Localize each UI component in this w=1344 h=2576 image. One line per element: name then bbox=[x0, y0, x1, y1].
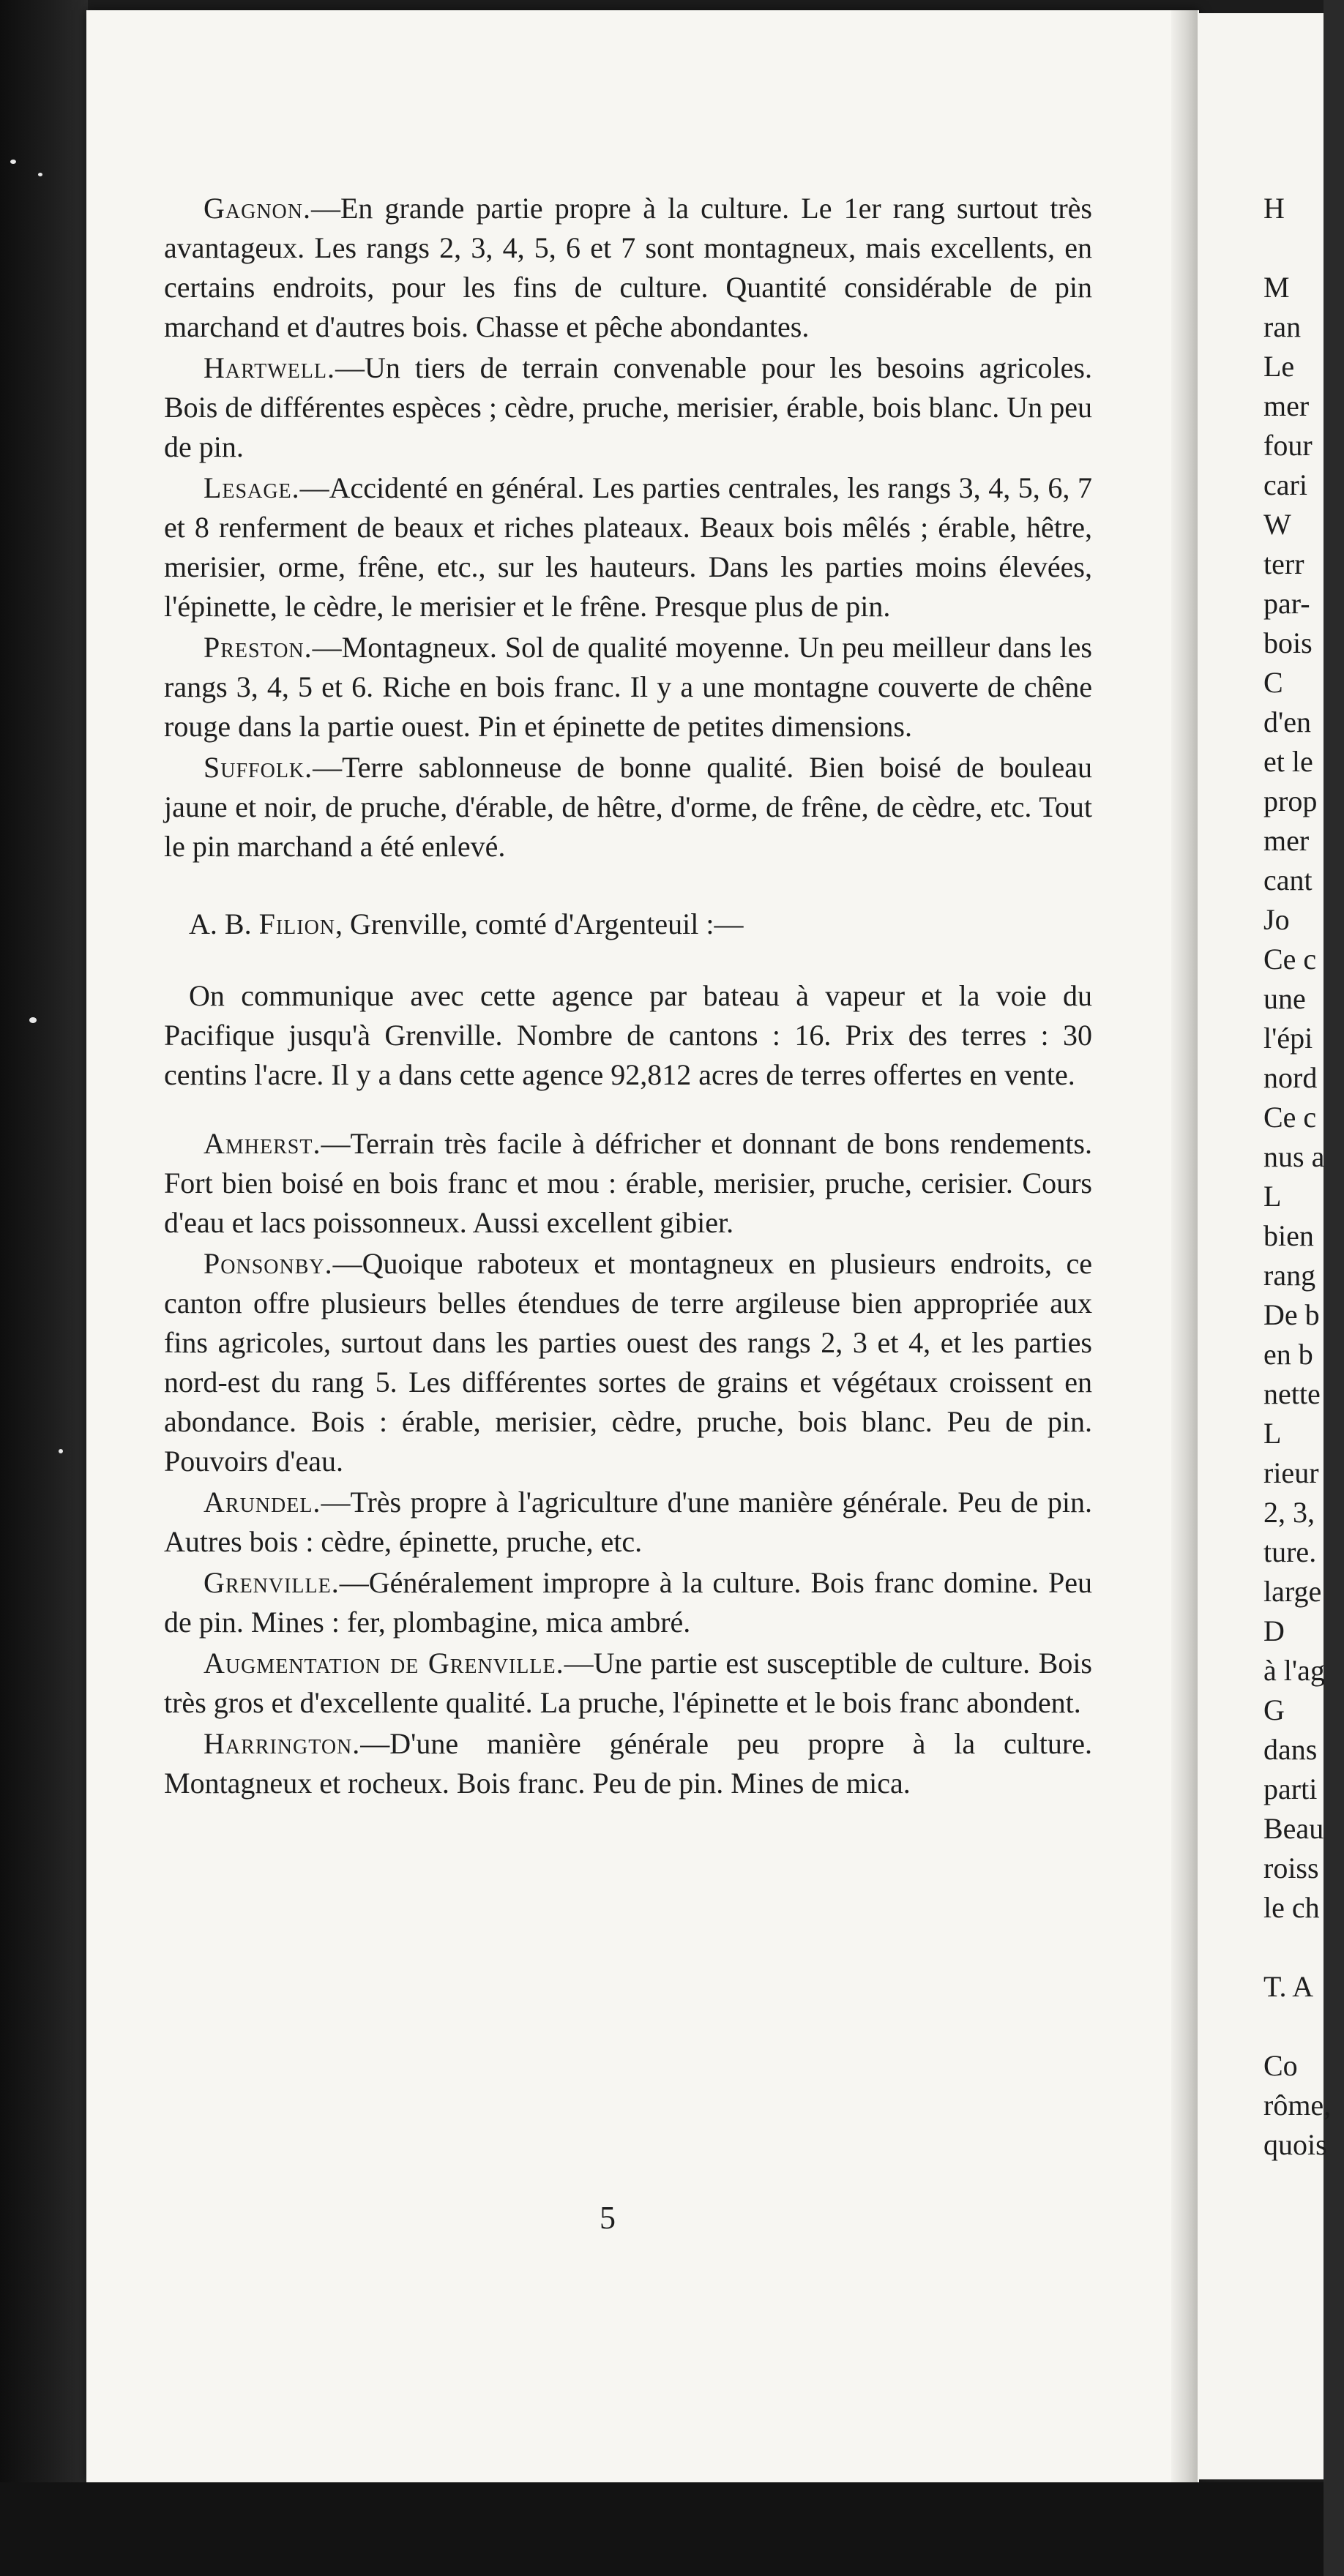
agency-intro: On communique avec cette agence par bateau à vapeur et la voie du Pacifique jusqu'à Grenville. Nombre de cantons : 16. Prix des terres : 30 centins l'acre. Il y a dans cette agence 92,812 acres de terres offertes en vente. bbox=[164, 979, 1092, 1091]
right-page-fragment: bois bbox=[1263, 626, 1313, 659]
right-page-fragment: mer bbox=[1263, 824, 1310, 857]
right-page-fragment: Ce c bbox=[1263, 1101, 1317, 1134]
agent-location: , Grenville, comté d'Argenteuil :— bbox=[335, 907, 744, 940]
right-page-fragment: le ch bbox=[1263, 1891, 1320, 1924]
township-name: Amherst. bbox=[204, 1127, 321, 1160]
township-name: Gagnon. bbox=[204, 192, 311, 225]
township-description: —Accidenté en général. Les parties centrales, les rangs 3, 4, 5, 6, 7 et 8 renferment de beaux et riches plateaux. Beaux bois mêlés ; érable, hêtre, merisier, orme, frêne, etc., sur les hauteurs. Dans les parties moins élevées, l'épinette, le cèdre, le merisier et le frêne. Presque plus de pin. bbox=[164, 471, 1092, 623]
township-description: —Généralement impropre à la culture. Bois franc domine. Peu de pin. Mines : fer, plombagine, mica ambré. bbox=[164, 1566, 1092, 1639]
right-page-fragment: large bbox=[1263, 1575, 1322, 1608]
township-name: Harrington. bbox=[204, 1727, 361, 1760]
right-page-fragment: De b bbox=[1263, 1298, 1320, 1331]
agent-initials: A. B. bbox=[189, 907, 252, 940]
right-page-fragment: ran bbox=[1263, 310, 1302, 343]
township-entry bbox=[164, 1244, 1092, 1481]
scan-bottom-edge bbox=[0, 2482, 1324, 2576]
right-page-fragment: nette bbox=[1263, 1377, 1321, 1410]
right-page-fragment: ture. bbox=[1263, 1535, 1317, 1568]
right-page-text-fragments bbox=[1263, 189, 1344, 2165]
right-page-fragment: Le bbox=[1263, 350, 1295, 383]
right-page-fragment: G bbox=[1263, 1693, 1285, 1726]
right-page-fragment: L bbox=[1263, 1180, 1282, 1213]
township-description: —Terre sablonneuse de bonne qualité. Bien boisé de bouleau jaune et noir, de pruche, d'érable, de hêtre, d'orme, de frêne, de cèdre, etc. Tout le pin marchand a été enlevé. bbox=[164, 751, 1092, 863]
right-page-fragment bbox=[1263, 2007, 1344, 2046]
right-page-fragment: dans bbox=[1263, 1733, 1318, 1766]
township-name: Arundel. bbox=[204, 1486, 321, 1519]
right-page-fragment: à l'ag bbox=[1263, 1654, 1325, 1687]
right-page-fragment: nord bbox=[1263, 1061, 1318, 1094]
right-page-fragment: 2, 3, bbox=[1263, 1496, 1315, 1529]
township-entry bbox=[164, 748, 1092, 866]
township-entry bbox=[164, 468, 1092, 626]
right-page-fragment: nus a bbox=[1263, 1140, 1325, 1173]
township-name: Grenville. bbox=[204, 1566, 340, 1599]
right-page-fragment: cari bbox=[1263, 468, 1307, 501]
right-page-fragment: terr bbox=[1263, 547, 1304, 580]
township-name: Suffolk. bbox=[204, 751, 313, 784]
right-page-fragment: M bbox=[1263, 271, 1290, 304]
right-page-fragment: Co bbox=[1263, 2049, 1298, 2082]
scan-speck bbox=[29, 1017, 37, 1023]
right-page-fragment: T. A bbox=[1263, 1970, 1314, 2003]
township-entry bbox=[164, 628, 1092, 746]
book-gutter bbox=[1171, 10, 1198, 2482]
right-page-fragment: Beau bbox=[1263, 1812, 1324, 1845]
scan-left-margin bbox=[0, 0, 88, 2576]
right-page-fragment: Ce c bbox=[1263, 943, 1317, 976]
right-page-fragment: parti bbox=[1263, 1772, 1318, 1805]
main-text-column bbox=[164, 189, 1092, 1803]
township-name: Augmentation de Grenville. bbox=[204, 1647, 564, 1680]
scan-speck bbox=[10, 160, 16, 164]
township-description: —En grande partie propre à la culture. Le 1er rang surtout très avantageux. Les rangs 2, 3, 4, 5, 6 et 7 sont montagneux, mais excellents, en certains endroits, pour les fins de culture. Quantité considérable de pin marchand et d'autres bois. Chasse et pêche abondantes. bbox=[164, 192, 1092, 343]
township-name: Lesage. bbox=[204, 471, 300, 504]
agent-heading bbox=[164, 905, 1092, 944]
township-entry bbox=[164, 1644, 1092, 1723]
right-page-fragment bbox=[1263, 228, 1344, 268]
right-page-fragment: four bbox=[1263, 429, 1313, 462]
right-page-fragment: Jo bbox=[1263, 903, 1290, 936]
township-list-part2 bbox=[164, 1124, 1092, 1803]
right-page-fragment: rieur bbox=[1263, 1456, 1319, 1489]
township-list-part1 bbox=[164, 189, 1092, 866]
township-description: —Une partie est susceptible de culture. Bois très gros et d'excellente qualité. La pruche, l'épinette et le bois franc abondent. bbox=[164, 1647, 1092, 1719]
township-description: —Très propre à l'agriculture d'une manière générale. Peu de pin. Autres bois : cèdre, épinette, pruche, etc. bbox=[164, 1486, 1092, 1558]
right-page-fragment: cant bbox=[1263, 864, 1313, 896]
right-page-fragment: l'épi bbox=[1263, 1022, 1313, 1055]
right-page-fragment: L bbox=[1263, 1417, 1282, 1450]
scan-speck bbox=[59, 1449, 63, 1453]
township-description: —D'une manière générale peu propre à la culture. Montagneux et rocheux. Bois franc. Peu de pin. Mines de mica. bbox=[164, 1727, 1092, 1800]
right-page-fragment: par- bbox=[1263, 587, 1310, 620]
township-entry bbox=[164, 1124, 1092, 1243]
township-entry bbox=[164, 1724, 1092, 1803]
scan-speck bbox=[38, 173, 42, 176]
right-page-fragment: d'en bbox=[1263, 705, 1311, 738]
right-page-fragment: et le bbox=[1263, 745, 1313, 778]
right-page-fragment: W bbox=[1263, 508, 1291, 541]
right-page-fragment: roiss bbox=[1263, 1852, 1319, 1884]
right-page-fragment: une bbox=[1263, 982, 1306, 1015]
right-page-fragment: mer bbox=[1263, 389, 1310, 422]
agent-name: Filion bbox=[258, 907, 336, 940]
township-entry bbox=[164, 189, 1092, 347]
right-page-fragment: C bbox=[1263, 666, 1283, 699]
right-page-fragment: rang bbox=[1263, 1259, 1316, 1292]
township-entry bbox=[164, 348, 1092, 467]
right-page-fragment: bien bbox=[1263, 1219, 1314, 1252]
township-description: —Terrain très facile à défricher et donnant de bons rendements. Fort bien boisé en bois franc et mou : érable, merisier, pruche, cerisier. Cours d'eau et lacs poissonneux. Aussi excellent gibier. bbox=[164, 1127, 1092, 1239]
township-description: —Montagneux. Sol de qualité moyenne. Un peu meilleur dans les rangs 3, 4, 5 et 6. Riche en bois franc. Il y a une montagne couverte de chêne rouge dans la partie ouest. Pin et épinette de petites dimensions. bbox=[164, 631, 1092, 743]
right-page-fragment: en b bbox=[1263, 1338, 1313, 1371]
township-name: Hartwell. bbox=[204, 351, 335, 384]
right-page-fragment: prop bbox=[1263, 785, 1318, 817]
right-page-fragment bbox=[1263, 1928, 1344, 1967]
township-name: Preston. bbox=[204, 631, 313, 664]
right-page-fragment: H bbox=[1263, 192, 1285, 225]
page-number: 5 bbox=[600, 2200, 616, 2236]
right-page-fragment: quois bbox=[1263, 2128, 1327, 2161]
township-description: —Quoique raboteux et montagneux en plusieurs endroits, ce canton offre plusieurs belles étendues de terre argileuse bien appropriée aux fins agricoles, surtout dans les parties ouest des rangs 2, 3 et 4, et les parties nord-est du rang 5. Les différentes sortes de grains et végétaux croissent en abondance. Bois : érable, merisier, cèdre, pruche, bois blanc. Peu de pin. Pouvoirs d'eau. bbox=[164, 1247, 1092, 1478]
township-entry bbox=[164, 1563, 1092, 1642]
right-page-fragment: rôme, bbox=[1263, 2089, 1332, 2122]
township-description: —Un tiers de terrain convenable pour les besoins agricoles. Bois de différentes espèces ; cèdre, pruche, merisier, érable, bois blanc. Un peu de pin. bbox=[164, 351, 1092, 463]
township-name: Ponsonby. bbox=[204, 1247, 333, 1280]
right-page-fragment: D bbox=[1263, 1614, 1285, 1647]
township-entry bbox=[164, 1483, 1092, 1562]
